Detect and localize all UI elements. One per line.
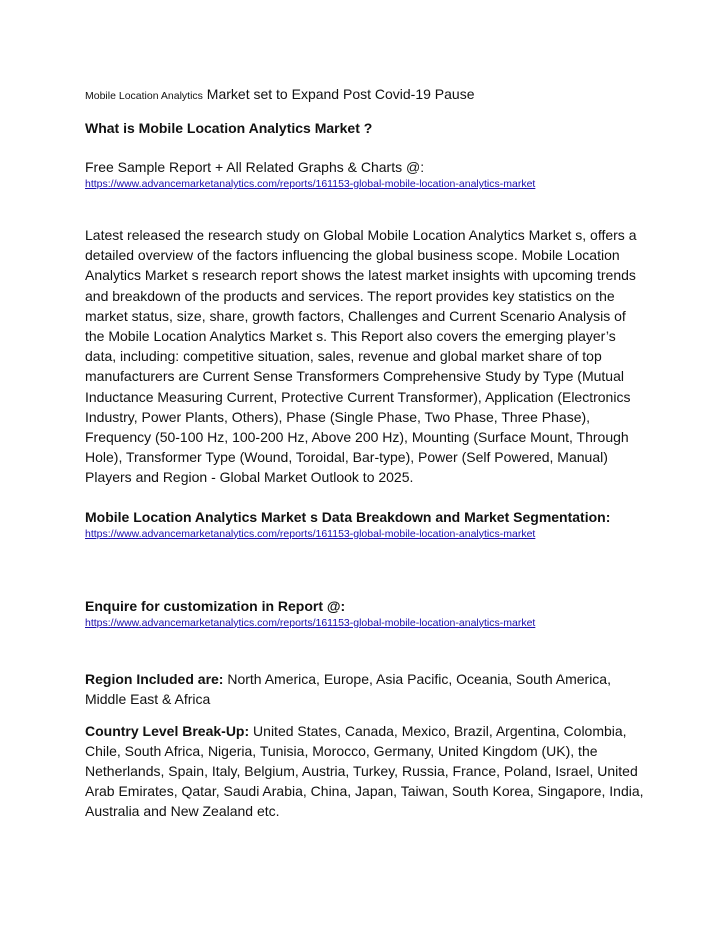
breakdown-link[interactable]: https://www.advancemarketanalytics.com/reports/161153-global-mobile-location-analytics-market — [85, 527, 536, 540]
sample-report-label: Free Sample Report + All Related Graphs & Charts @: — [85, 159, 425, 175]
document-title — [85, 84, 645, 106]
country-label: Country Level Break-Up: — [85, 722, 250, 739]
region-paragraph — [85, 669, 645, 709]
question-heading: What is Mobile Location Analytics Market ? — [85, 120, 373, 136]
enquire-heading: Enquire for customization in Report @: — [85, 597, 346, 614]
intro-paragraph: Latest released the research study on Global Mobile Location Analytics Market s, offers a detailed overview of the factors influencing the global business scope. Mobile Location Analytics Market s research report shows the latest market insights with upcoming trends and breakdown of the products and services. The report provides key statistics on the market status, size, share, growth factors, Challenges and Current Scenario Analysis of the Mobile Location Analytics Market s. This Report also covers the emerging player’s data, including: competitive situation, sales, revenue and global market share of top manufacturers are Current Sense Transformers Comprehensive Study by Type (Mutual Inductance Measuring Current, Protective Current Transformer), Application (Electronics Industry, Power Plants, Others), Phase (Single Phase, Two Phase, Three Phase), Frequency (50-100 Hz, 100-200 Hz, Above 200 Hz), Mounting (Surface Mount, Through Hole), Transformer Type (Wound, Toroidal, Bar-type), Power (Self Powered, Manual) Players and Region - Global Market Outlook to 2025. — [85, 227, 637, 486]
region-label: Region Included are: — [85, 670, 224, 687]
sample-report-link[interactable]: https://www.advancemarketanalytics.com/reports/161153-global-mobile-location-analytics-market — [85, 178, 536, 190]
title-rest: Market set to Expand Post Covid-19 Pause — [202, 86, 475, 102]
country-paragraph — [85, 721, 645, 821]
region-value: North America, Europe, Asia Pacific, Oceania, South America, Middle East & Africa — [85, 670, 611, 707]
document-page — [85, 84, 645, 821]
enquire-link[interactable]: https://www.advancemarketanalytics.com/reports/161153-global-mobile-location-analytics-market — [85, 616, 536, 629]
country-value: United States, Canada, Mexico, Brazil, Argentina, Colombia, Chile, South Africa, Nigeria, Tunisia, Morocco, Germany, United Kingdom (UK), the Netherlands, Spain, Italy, Belgium, Austria, Turkey, Russia, France, Poland, Israel, United Arab Emirates, Qatar, Saudi Arabia, China, Japan, Taiwan, South Korea, Singapore, India, Australia and New Zealand etc. — [85, 722, 644, 819]
title-prefix: Mobile Location Analytics — [85, 90, 203, 102]
breakdown-heading: Mobile Location Analytics Market s Data Breakdown and Market Segmentation: — [85, 508, 611, 525]
